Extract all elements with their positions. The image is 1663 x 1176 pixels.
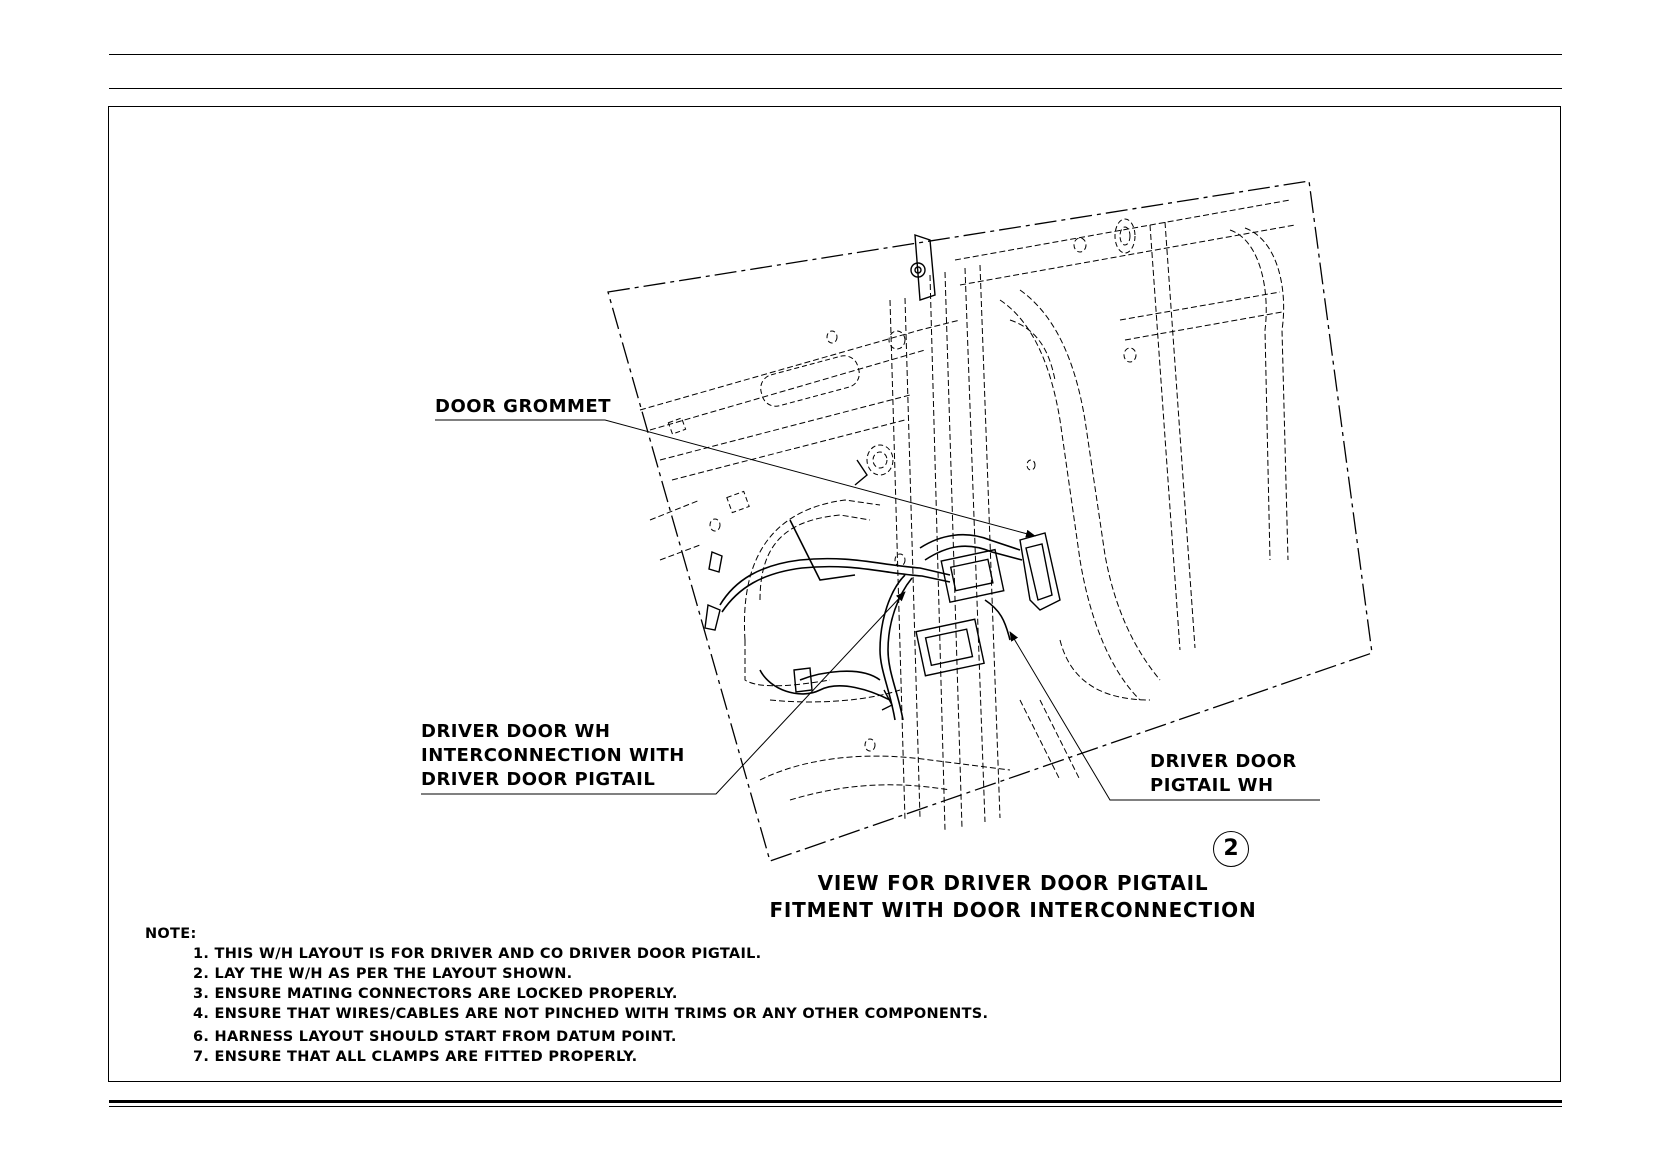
pigtail-wh-label-line-2: PIGTAIL WH: [1150, 775, 1274, 796]
view-title: [763, 870, 1263, 924]
note-item: 2. LAY THE W/H AS PER THE LAYOUT SHOWN.: [193, 966, 573, 982]
pigtail-connector-upper: [941, 550, 1004, 603]
pigtail-connector-lower: [916, 619, 984, 675]
view-title-line-1: VIEW FOR DRIVER DOOR PIGTAIL: [817, 871, 1209, 895]
note-item: 1. THIS W/H LAYOUT IS FOR DRIVER AND CO DRIVER DOOR PIGTAIL.: [193, 946, 762, 962]
door-panel-structure: [640, 200, 1295, 830]
door-panel-holes: [668, 219, 1136, 751]
view-number-badge: 2: [1213, 831, 1249, 867]
interconnection-label-line-1: DRIVER DOOR WH: [421, 721, 611, 742]
door-grommet-label: DOOR GROMMET: [435, 396, 612, 417]
pigtail-wh-label: [1150, 750, 1297, 798]
note-item: 3. ENSURE MATING CONNECTORS ARE LOCKED PROPERLY.: [193, 986, 678, 1002]
notes-list: [145, 944, 988, 1067]
wiring-harness: [720, 520, 1022, 720]
view-title-line-2: FITMENT WITH DOOR INTERCONNECTION: [769, 898, 1257, 922]
interconnection-label: [421, 720, 685, 792]
notes-heading: NOTE:: [145, 926, 197, 942]
interconnection-label-line-2: INTERCONNECTION WITH: [421, 745, 685, 766]
door-grommet-leader: [435, 420, 1035, 536]
interconnection-label-line-3: DRIVER DOOR PIGTAIL: [421, 769, 656, 790]
harness-components: [705, 235, 1060, 710]
notes-block: [145, 924, 988, 1067]
note-item: 7. ENSURE THAT ALL CLAMPS ARE FITTED PROPERLY.: [193, 1049, 638, 1065]
pigtail-wh-label-line-1: DRIVER DOOR: [1150, 751, 1297, 772]
note-item: 4. ENSURE THAT WIRES/CABLES ARE NOT PINCHED WITH TRIMS OR ANY OTHER COMPONENTS.: [193, 1006, 989, 1022]
note-item: 6. HARNESS LAYOUT SHOULD START FROM DATUM POINT.: [193, 1029, 677, 1045]
